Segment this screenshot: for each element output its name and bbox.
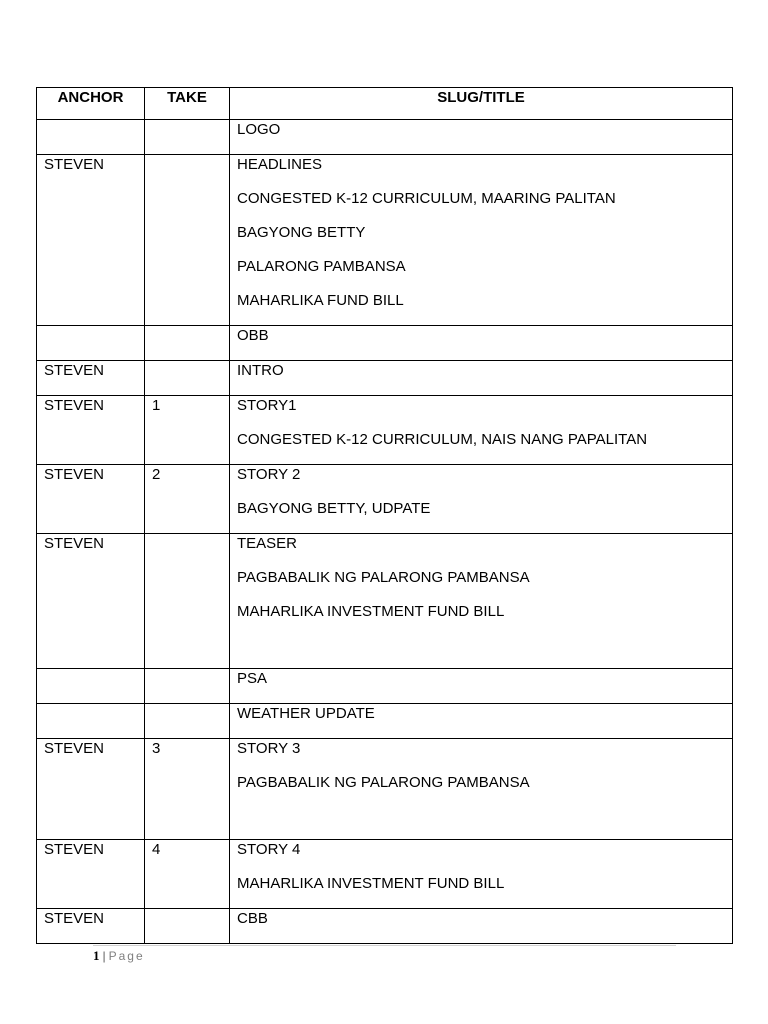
slug-line: OBB (237, 327, 269, 344)
slug-cell (230, 739, 733, 840)
slug-cell (230, 396, 733, 465)
header-anchor: ANCHOR (37, 88, 145, 120)
anchor-text (44, 120, 137, 154)
slug-cell (230, 840, 733, 909)
take-cell (145, 465, 230, 534)
blank-line (237, 807, 725, 839)
slug-line: PAGBABALIK NG PALARONG PAMBANSA (237, 569, 530, 586)
take-text: 3 (152, 740, 161, 757)
slug-line: MAHARLIKA FUND BILL (237, 292, 404, 309)
table-row (37, 396, 733, 465)
take-text: 1 (152, 397, 161, 414)
anchor-text: STEVEN (44, 841, 105, 858)
slug-cell (230, 534, 733, 669)
table-row (37, 534, 733, 669)
anchor-text: STEVEN (44, 910, 105, 927)
slug-cell (230, 361, 733, 396)
footer-rule (93, 945, 676, 946)
table-row (37, 704, 733, 739)
take-cell (145, 909, 230, 944)
take-cell (145, 361, 230, 396)
take-text (152, 669, 222, 703)
table-row (37, 669, 733, 704)
slug-cell (230, 326, 733, 361)
anchor-text: STEVEN (44, 156, 105, 173)
slug-cell (230, 120, 733, 155)
anchor-text (44, 669, 137, 703)
slug-line: MAHARLIKA INVESTMENT FUND BILL (237, 603, 505, 620)
slug-cell (230, 155, 733, 326)
anchor-cell (37, 909, 145, 944)
take-text (152, 326, 222, 360)
anchor-cell (37, 326, 145, 361)
header-row (37, 88, 733, 120)
anchor-cell (37, 534, 145, 669)
slug-cell (230, 669, 733, 704)
table-row (37, 361, 733, 396)
table-row (37, 120, 733, 155)
take-text (152, 704, 222, 738)
slug-line: CBB (237, 910, 268, 927)
take-cell (145, 396, 230, 465)
anchor-text: STEVEN (44, 740, 105, 757)
slug-line: BAGYONG BETTY (237, 224, 366, 241)
slug-cell (230, 704, 733, 739)
take-text (152, 534, 222, 568)
anchor-text: STEVEN (44, 535, 105, 552)
take-cell (145, 739, 230, 840)
take-cell (145, 840, 230, 909)
page-number: 1 (93, 948, 100, 963)
table-row (37, 739, 733, 840)
anchor-cell (37, 361, 145, 396)
slug-line: BAGYONG BETTY, UDPATE (237, 500, 431, 517)
blank-line (237, 636, 725, 668)
table-row (37, 840, 733, 909)
anchor-text (44, 326, 137, 360)
anchor-cell (37, 669, 145, 704)
anchor-cell (37, 465, 145, 534)
slug-cell (230, 909, 733, 944)
anchor-text (44, 704, 137, 738)
anchor-cell (37, 739, 145, 840)
take-cell (145, 669, 230, 704)
anchor-cell (37, 120, 145, 155)
anchor-text: STEVEN (44, 466, 105, 483)
slug-line: STORY 2 (237, 466, 301, 483)
rundown-body (37, 120, 733, 944)
table-row (37, 465, 733, 534)
table-row (37, 155, 733, 326)
slug-line: TEASER (237, 535, 298, 552)
anchor-cell (37, 155, 145, 326)
take-cell (145, 326, 230, 361)
slug-line: STORY 3 (237, 740, 301, 757)
slug-line: INTRO (237, 362, 284, 379)
take-cell (145, 534, 230, 669)
take-text (152, 155, 222, 189)
slug-line: CONGESTED K-12 CURRICULUM, NAIS NANG PAPALITAN (237, 431, 648, 448)
take-text: 4 (152, 841, 161, 858)
anchor-text: STEVEN (44, 397, 105, 414)
page-footer (93, 948, 145, 964)
table-row (37, 326, 733, 361)
page-label: Page (108, 949, 145, 963)
footer-separator: | (102, 948, 106, 963)
slug-line: STORY 4 (237, 841, 301, 858)
slug-line: PSA (237, 670, 268, 687)
slug-line: CONGESTED K-12 CURRICULUM, MAARING PALITAN (237, 190, 616, 207)
take-cell (145, 155, 230, 326)
take-text: 2 (152, 466, 161, 483)
anchor-cell (37, 840, 145, 909)
slug-line: MAHARLIKA INVESTMENT FUND BILL (237, 875, 505, 892)
take-text (152, 120, 222, 154)
slug-line: HEADLINES (237, 156, 323, 173)
rundown-table (36, 87, 733, 944)
slug-line: PAGBABALIK NG PALARONG PAMBANSA (237, 774, 530, 791)
slug-line: STORY1 (237, 397, 297, 414)
slug-cell (230, 465, 733, 534)
anchor-text: STEVEN (44, 362, 105, 379)
anchor-cell (37, 704, 145, 739)
take-text (152, 361, 222, 395)
header-slug-title: SLUG/TITLE (230, 88, 733, 120)
slug-line: WEATHER UPDATE (237, 705, 375, 722)
take-cell (145, 120, 230, 155)
take-text (152, 909, 222, 943)
table-row (37, 909, 733, 944)
anchor-cell (37, 396, 145, 465)
slug-line: LOGO (237, 121, 281, 138)
header-take: TAKE (145, 88, 230, 120)
take-cell (145, 704, 230, 739)
slug-line: PALARONG PAMBANSA (237, 258, 406, 275)
